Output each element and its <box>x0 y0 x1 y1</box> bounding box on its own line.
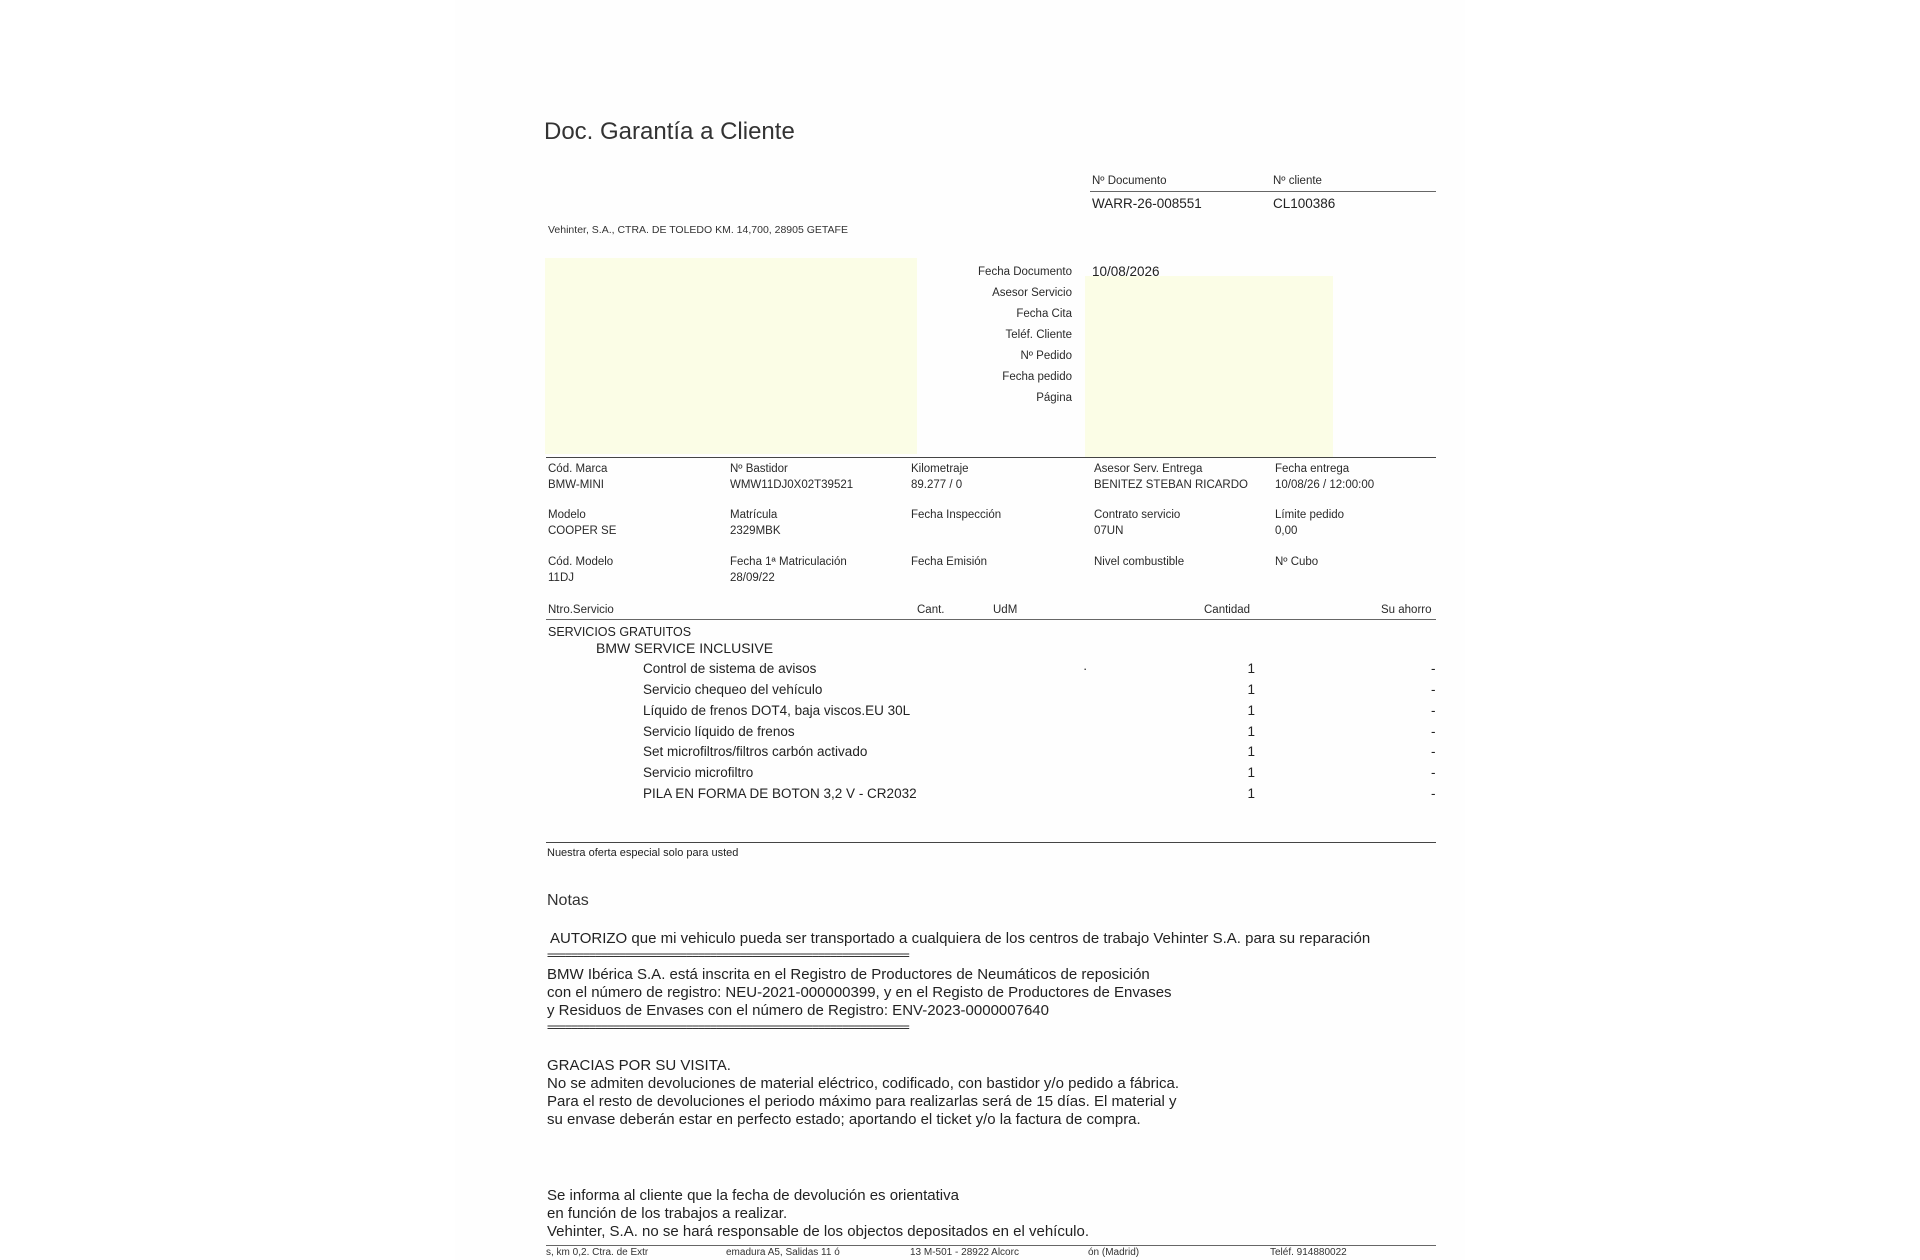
telef-cliente-label: Teléf. Cliente <box>1005 329 1072 341</box>
table-bottom-rule <box>546 842 1436 843</box>
row-description: Control de sistema de avisos <box>643 661 817 676</box>
asesor-entrega-value: BENITEZ STEBAN RICARDO <box>1094 479 1248 491</box>
footer-address-part-2: emadura A5, Salidas 11 ó <box>726 1247 840 1258</box>
vehicle-section-rule <box>546 457 1436 458</box>
row-description: Servicio microfiltro <box>643 765 754 780</box>
bastidor-label: Nº Bastidor <box>730 463 788 475</box>
fecha-documento-label: Fecha Documento <box>978 266 1072 278</box>
cod-modelo-label: Cód. Modelo <box>548 556 614 568</box>
notes-devol-3: su envase deberán estar en perfecto estado; aportando el ticket y/o la factura de compra. <box>547 1111 1141 1128</box>
pedido-label: Nº Pedido <box>1020 350 1072 362</box>
notes-heading: Notas <box>547 892 589 909</box>
fecha-matriculacion-label: Fecha 1ª Matriculación <box>730 556 847 568</box>
row-description: Servicio líquido de frenos <box>643 724 795 739</box>
row-ahorro: - <box>1431 724 1436 739</box>
stray-dot: · <box>1083 661 1088 676</box>
company-address: Vehinter, S.A., CTRA. DE TOLEDO KM. 14,700, 28905 GETAFE <box>548 224 848 236</box>
asesor-servicio-label: Asesor Servicio <box>992 287 1072 299</box>
row-ahorro: - <box>1431 786 1436 801</box>
doc-number-label: Nº Documento <box>1092 175 1167 187</box>
row-ahorro: - <box>1431 703 1436 718</box>
subgroup-bmw-service: BMW SERVICE INCLUSIVE <box>596 640 774 656</box>
col-udm: UdM <box>993 604 1018 616</box>
notes-devol-1: No se admiten devoluciones de material eléctrico, codificado, con bastidor y/o pedido a fábrica. <box>547 1075 1180 1092</box>
row-ahorro: - <box>1431 682 1436 697</box>
doc-number-value: WARR-26-008551 <box>1092 196 1202 211</box>
fecha-emision-label: Fecha Emisión <box>911 556 988 568</box>
footer-rule <box>546 1245 1436 1246</box>
pagina-label: Página <box>1036 392 1072 404</box>
notes-info-3: Vehinter, S.A. no se hará responsable de los objectos depositados en el vehículo. <box>547 1223 1090 1240</box>
row-quantity: 1 <box>1247 703 1255 718</box>
client-number-value: CL100386 <box>1273 196 1336 211</box>
modelo-value: COOPER SE <box>548 525 617 537</box>
row-description: Servicio chequeo del vehículo <box>643 682 823 697</box>
row-quantity: 1 <box>1247 744 1255 759</box>
modelo-label: Modelo <box>548 509 586 521</box>
footer-phone: Teléf. 914880022 <box>1270 1247 1347 1258</box>
notes-registro-1: BMW Ibérica S.A. está inscrita en el Registro de Productores de Neumáticos de reposición <box>547 966 1150 983</box>
row-quantity: 1 <box>1247 765 1255 780</box>
matricula-value: 2329MBK <box>730 525 781 537</box>
fecha-documento-value: 10/08/2026 <box>1092 264 1160 279</box>
fecha-matriculacion-value: 28/09/22 <box>730 572 775 584</box>
redacted-details-block <box>1085 276 1333 458</box>
notes-autorizo: AUTORIZO que mi vehiculo pueda ser transportado a cualquiera de los centros de trabajo Vehinter S.A. para su reparación <box>550 930 1371 947</box>
nivel-combustible-label: Nivel combustible <box>1094 556 1185 568</box>
row-quantity: 1 <box>1247 661 1255 676</box>
col-cantidad: Cantidad <box>1204 604 1251 616</box>
bastidor-value: WMW11DJ0X02T39521 <box>730 479 854 491</box>
row-ahorro: - <box>1431 765 1436 780</box>
limite-label: Límite pedido <box>1275 509 1345 521</box>
notes-info-2: en función de los trabajos a realizar. <box>547 1205 788 1222</box>
contrato-value: 07UN <box>1094 525 1124 537</box>
row-description: Líquido de frenos DOT4, baja viscos.EU 30L <box>643 703 911 718</box>
cubo-label: Nº Cubo <box>1275 556 1319 568</box>
notes-devol-2: Para el resto de devoluciones el periodo máximo para realizarlas será de 15 días. El material y <box>547 1093 1177 1110</box>
row-ahorro: - <box>1431 661 1436 676</box>
footer-address-part-1: s, km 0,2. Ctra. de Extr <box>546 1247 649 1258</box>
special-offer-note: Nuestra oferta especial solo para usted <box>547 847 739 859</box>
asesor-entrega-label: Asesor Serv. Entrega <box>1094 463 1203 475</box>
footer-address-part-4: ón (Madrid) <box>1088 1247 1140 1258</box>
redacted-client-block <box>545 258 917 454</box>
table-header-rule <box>546 619 1436 620</box>
row-description: PILA EN FORMA DE BOTON 3,2 V - CR2032 <box>643 786 917 801</box>
notes-separator-2: ============================================================ <box>547 1020 909 1034</box>
group-servicios-gratuitos: SERVICIOS GRATUITOS <box>548 625 692 639</box>
col-su-ahorro: Su ahorro <box>1381 604 1432 616</box>
contrato-label: Contrato servicio <box>1094 509 1181 521</box>
limite-value: 0,00 <box>1275 525 1298 537</box>
col-nro-servicio: Ntro.Servicio <box>548 604 614 616</box>
notes-info-1: Se informa al cliente que la fecha de devolución es orientativa <box>547 1187 959 1204</box>
row-quantity: 1 <box>1247 786 1255 801</box>
kilometraje-value: 89.277 / 0 <box>911 479 963 491</box>
row-ahorro: - <box>1431 744 1436 759</box>
document-title: Doc. Garantía a Cliente <box>544 118 795 145</box>
footer-address-part-3: 13 M-501 - 28922 Alcorc <box>910 1247 1019 1258</box>
client-number-label: Nº cliente <box>1273 175 1322 187</box>
fecha-inspeccion-label: Fecha Inspección <box>911 509 1002 521</box>
row-quantity: 1 <box>1247 724 1255 739</box>
notes-separator-1: ============================================================ <box>547 948 909 962</box>
notes-gracias: GRACIAS POR SU VISITA. <box>547 1057 731 1074</box>
row-quantity: 1 <box>1247 682 1255 697</box>
doc-number-rule <box>1090 191 1436 192</box>
fecha-cita-label: Fecha Cita <box>1016 308 1072 320</box>
cod-modelo-value: 11DJ <box>548 572 574 584</box>
notes-registro-3: y Residuos de Envases con el número de Registro: ENV-2023-0000007640 <box>547 1002 1049 1019</box>
row-description: Set microfiltros/filtros carbón activado <box>643 744 868 759</box>
fecha-entrega-label: Fecha entrega <box>1275 463 1350 475</box>
matricula-label: Matrícula <box>730 509 778 521</box>
fecha-entrega-value: 10/08/26 / 12:00:00 <box>1275 479 1375 491</box>
notes-registro-2: con el número de registro: NEU-2021-000000399, y en el Registo de Productores de Envases <box>547 984 1172 1001</box>
cod-marca-label: Cód. Marca <box>548 463 608 475</box>
cod-marca-value: BMW-MINI <box>548 479 605 491</box>
col-cant: Cant. <box>917 604 945 616</box>
kilometraje-label: Kilometraje <box>911 463 969 475</box>
fecha-pedido-label: Fecha pedido <box>1002 371 1072 383</box>
